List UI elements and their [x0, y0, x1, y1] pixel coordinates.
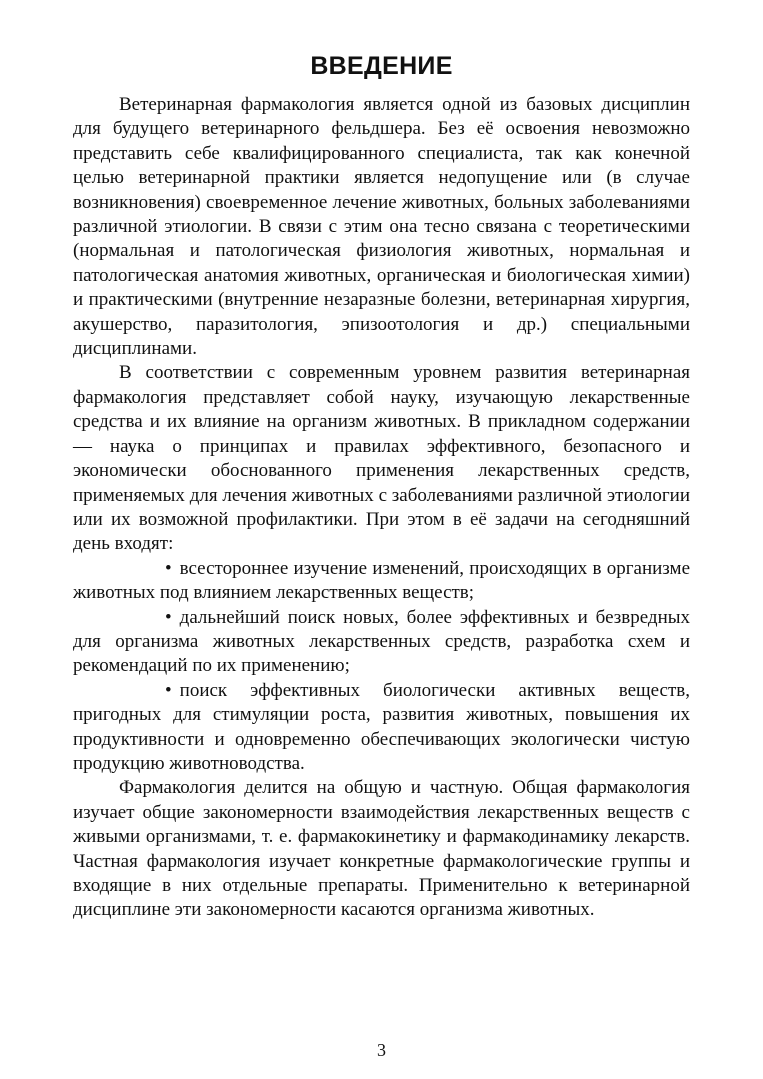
paragraph-intro: Ветеринарная фармакология является одной из базовых дисциплин для будущего ветеринарного фельдшера. Без её освоения невозможно представить себе квалифицированного специалиста, так как конечной целью ветеринарной практики является недопущение или (в случае возникновения) своевременное лечение животных, больных заболеваниями различной этиологии. В связи с этим она тесно связана с теоретическими (нормальная и патологическая физиология животных, нормальная и патологическая анатомия животных, органическая и биологическая химии) и практическими (внутренние незаразные болезни, ветеринарная хирургия, акушерство, паразитология, эпизоотология и др.) специальными дисциплинами.	[73, 94, 690, 360]
bullet-icon: •	[165, 557, 172, 579]
bullet-text: поиск эффективных биологически активных веществ, пригодных для стимуляции роста, развития животных, повышения их продуктивности и одновременно обеспечивающих экологически чистую продукцию животноводства.	[73, 679, 690, 774]
page-content	[73, 52, 690, 923]
bullet-icon: •	[165, 606, 172, 628]
page-title: ВВЕДЕНИЕ	[310, 52, 453, 80]
bullet-item	[73, 557, 690, 606]
bullet-text: дальнейший поиск новых, более эффективных и безвредных для организма животных лекарственных средств, разработка схем и рекомендаций по их применению;	[73, 606, 690, 677]
bullet-item	[73, 606, 690, 679]
paragraph-closing: Фармакология делится на общую и частную. Общая фармакология изучает общие закономерности взаимодействия лекарственных веществ с живыми организмами, т. е. фармакокинетику и фармакодинамику лекарств. Частная фармакология изучает конкретные фармакологические группы и входящие в них отдельные препараты. Применительно к ветеринарной дисциплине эти закономерности касаются организма животных.	[73, 777, 690, 921]
bullet-text: всестороннее изучение изменений, происходящих в организме животных под влиянием лекарственных веществ;	[73, 557, 690, 604]
bullet-icon: •	[165, 679, 172, 701]
page-number: 3	[377, 1040, 386, 1060]
bullet-item	[73, 679, 690, 777]
paragraph-definition: В соответствии с современным уровнем развития ветеринарная фармакология представляет собой науку, изучающую лекарственные средства и их влияние на организм животных. В прикладном содержании — наука о принципах и правилах эффективного, безопасного и экономически обоснованного применения лекарственных средств, применяемых для лечения животных с заболеваниями различной этиологии или их возможной профилактики. При этом в её задачи на сегодняшний день входят:	[73, 362, 690, 555]
